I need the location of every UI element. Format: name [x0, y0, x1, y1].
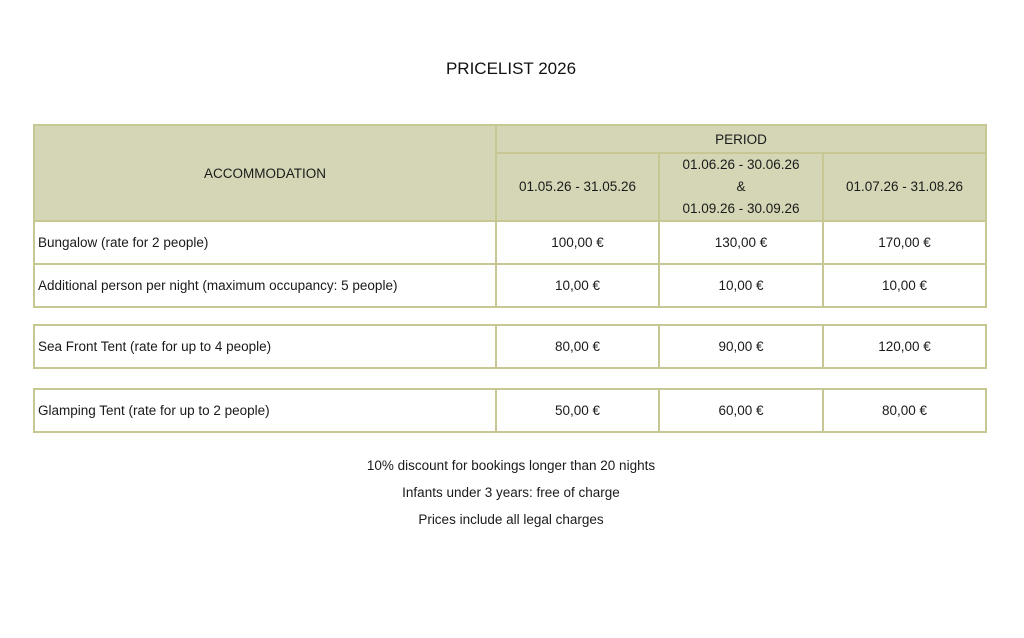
table-row	[34, 221, 986, 264]
row-price: 90,00 €	[659, 325, 823, 368]
glamping-tent-table	[33, 388, 987, 433]
row-price: 80,00 €	[496, 325, 659, 368]
note-infants: Infants under 3 years: free of charge	[402, 485, 620, 500]
note-discount: 10% discount for bookings longer than 20 nights	[366, 458, 656, 473]
sea-front-tent-table	[33, 324, 987, 369]
period-header: PERIOD	[496, 125, 986, 153]
row-price: 10,00 €	[659, 264, 823, 307]
row-price: 130,00 €	[659, 221, 823, 264]
page-title: PRICELIST 2026	[445, 59, 577, 78]
period-column-3	[823, 153, 986, 221]
row-price: 80,00 €	[823, 389, 986, 432]
note-charges: Prices include all legal charges	[418, 512, 604, 527]
table-row	[34, 264, 986, 307]
period-3-line-1: 01.07.26 - 31.08.26	[845, 179, 964, 194]
row-price: 60,00 €	[659, 389, 823, 432]
period-column-1	[496, 153, 659, 221]
row-name: Sea Front Tent (rate for up to 4 people)	[34, 325, 496, 368]
accommodation-header: ACCOMMODATION	[34, 125, 496, 221]
period-2-line-3: 01.09.26 - 30.09.26	[682, 201, 800, 216]
row-price: 50,00 €	[496, 389, 659, 432]
row-price: 170,00 €	[823, 221, 986, 264]
row-name: Glamping Tent (rate for up to 2 people)	[34, 389, 496, 432]
notes	[0, 457, 1022, 538]
period-2-line-1: 01.06.26 - 30.06.26	[682, 157, 800, 172]
table-row	[34, 389, 986, 432]
row-name: Additional person per night (maximum occupancy: 5 people)	[34, 264, 496, 307]
row-name: Bungalow (rate for 2 people)	[34, 221, 496, 264]
period-2-line-2: &	[736, 179, 746, 194]
row-price: 120,00 €	[823, 325, 986, 368]
period-1-line-1: 01.05.26 - 31.05.26	[518, 179, 637, 194]
pricelist-table	[33, 124, 987, 308]
row-price: 10,00 €	[823, 264, 986, 307]
row-price: 100,00 €	[496, 221, 659, 264]
period-column-2	[659, 153, 823, 221]
row-price: 10,00 €	[496, 264, 659, 307]
table-row	[34, 325, 986, 368]
